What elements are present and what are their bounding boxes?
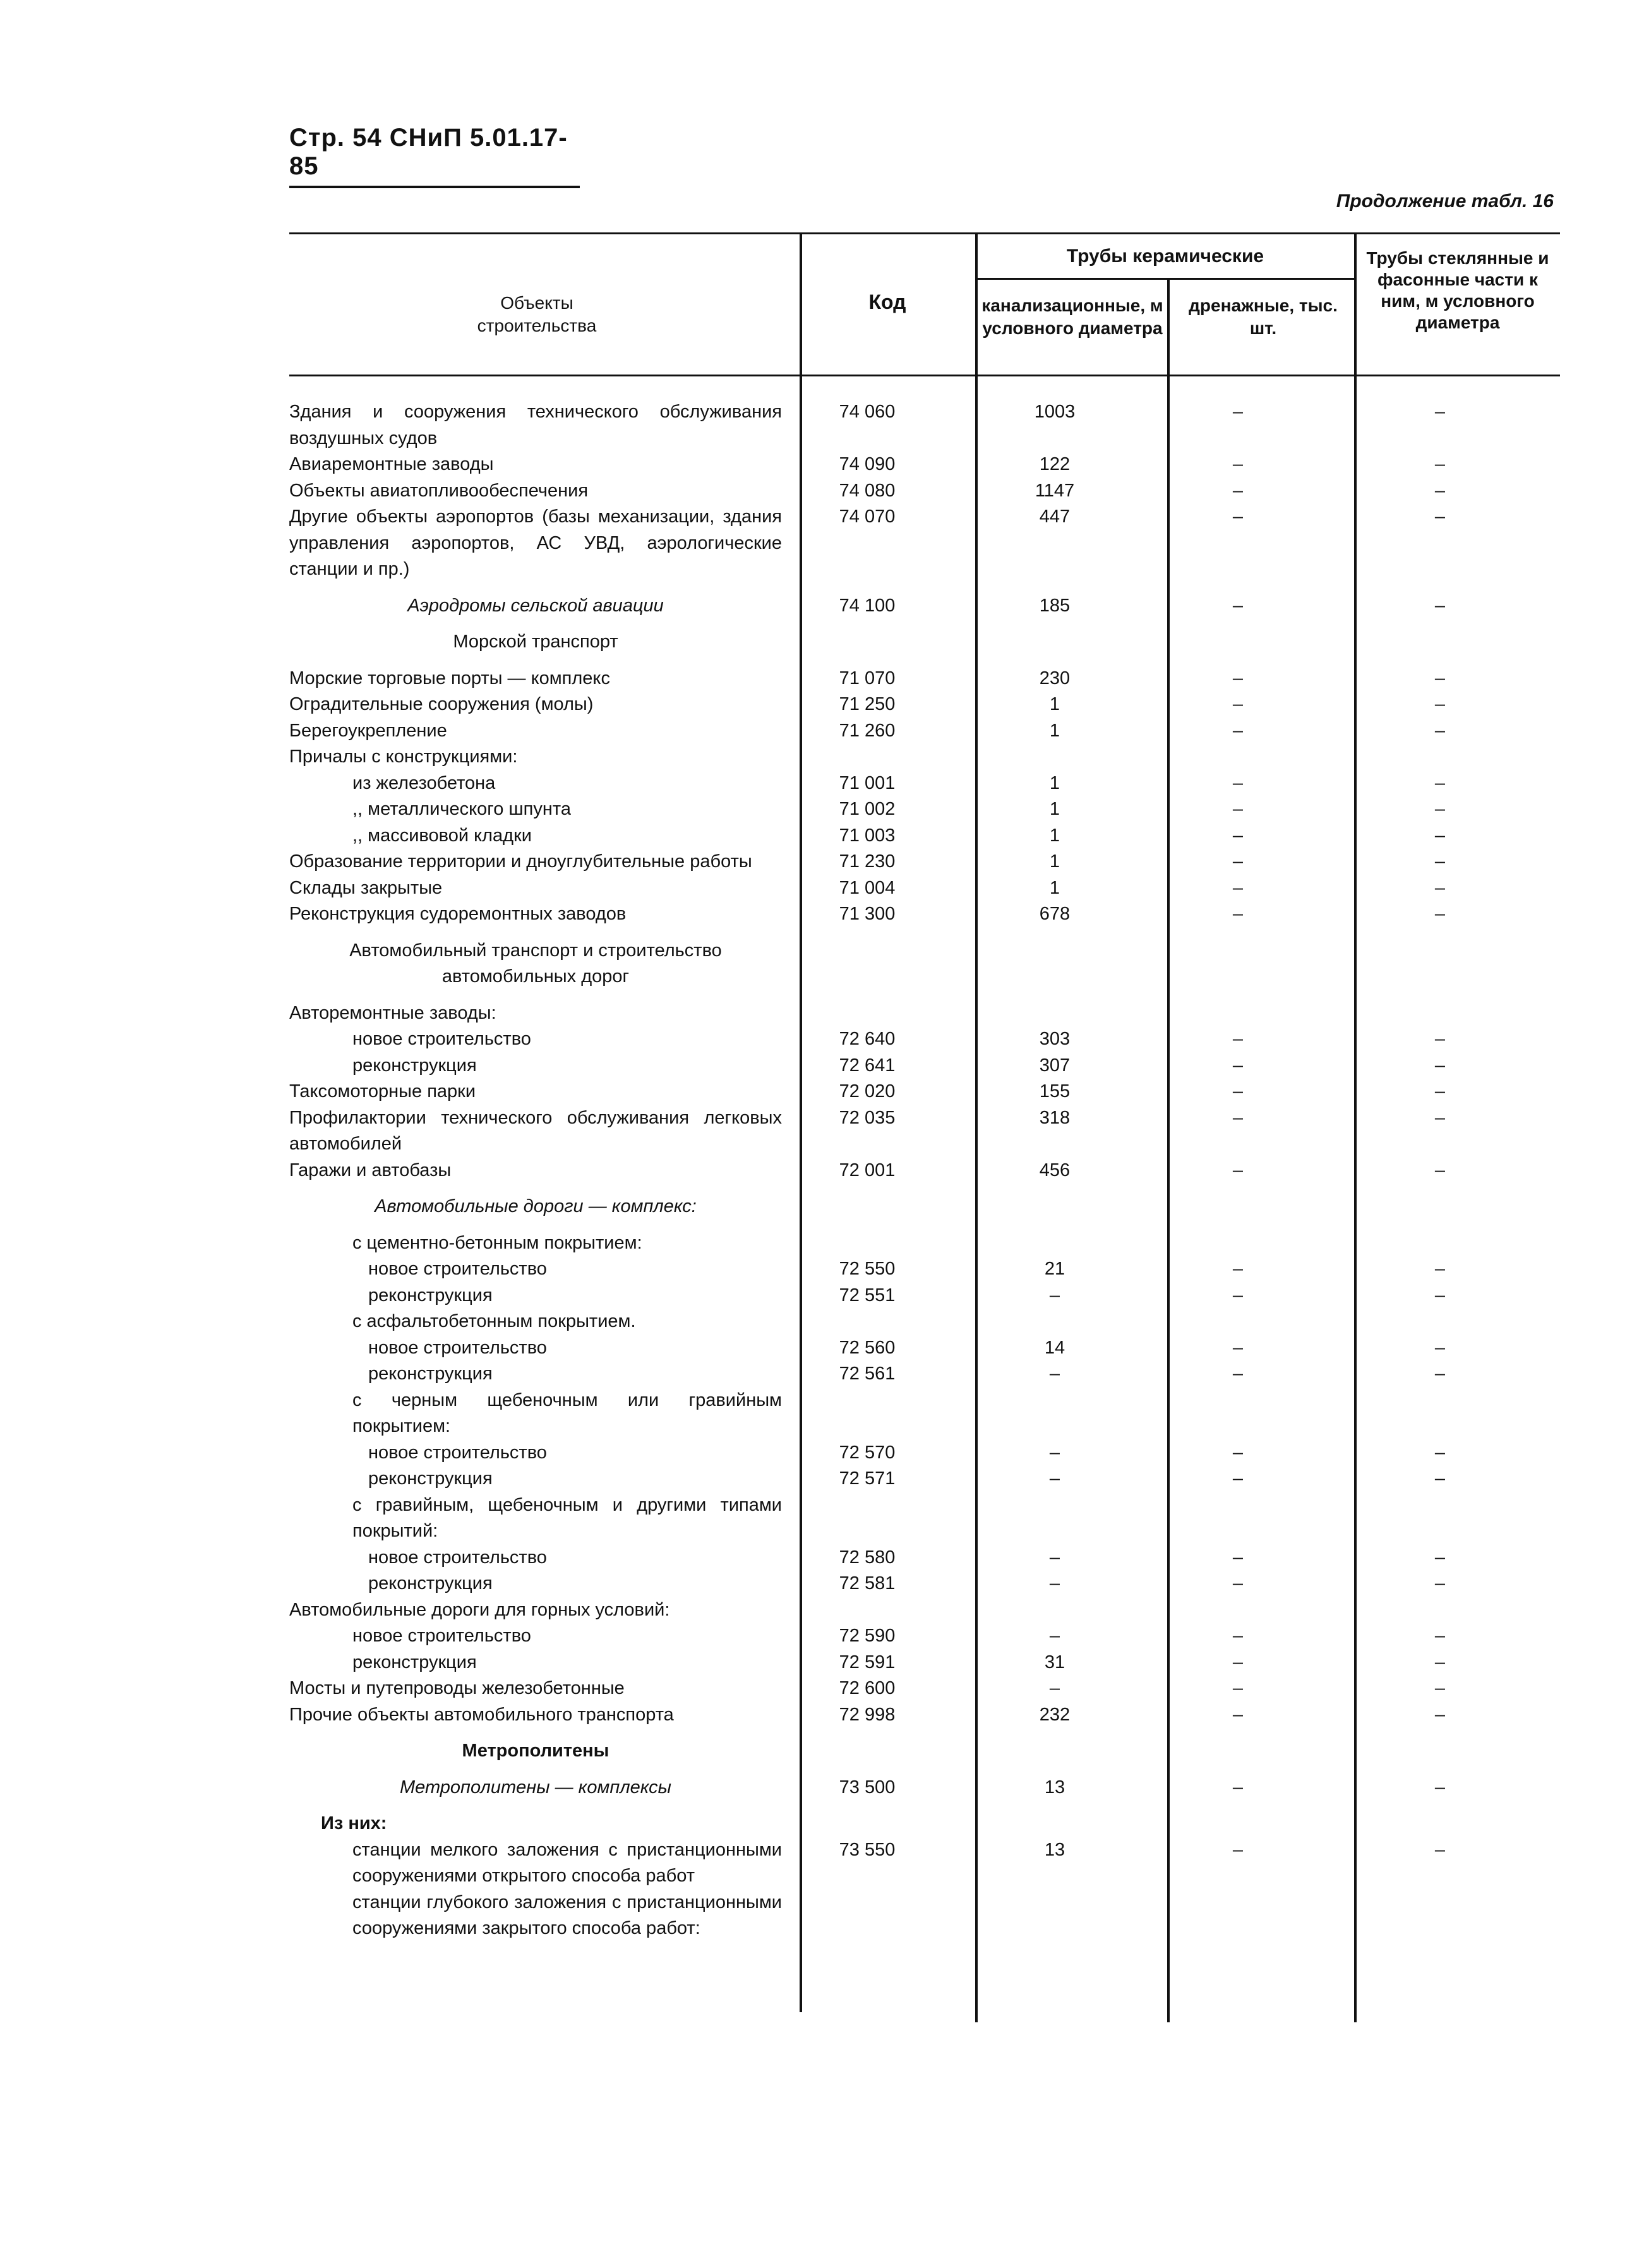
table-row [289, 666, 1560, 692]
row-glass-value: – [1434, 772, 1446, 793]
row-glass-value: – [1434, 402, 1446, 422]
row-sewer-value: – [1049, 1442, 1060, 1463]
row-object-name: Склады закрытые [289, 877, 443, 898]
table-row [289, 1194, 1560, 1220]
row-sewer-value: 13 [1044, 1777, 1065, 1797]
row-drain-value: – [1232, 825, 1244, 846]
row-sewer-value: 447 [1039, 507, 1071, 527]
row-object-name: Прочие объекты автомобильного транспорта [289, 1704, 674, 1725]
row-code: 71 300 [839, 904, 896, 924]
row-object-name: Мосты и путепроводы железобетонные [289, 1678, 625, 1698]
row-drain-value: – [1232, 877, 1244, 898]
row-glass-value: – [1434, 1777, 1446, 1797]
table-row [289, 1256, 1560, 1283]
page-reference: Стр. 54 СНиП 5.01.17-85 [289, 124, 580, 188]
table-continuation-label: Продолжение табл. 16 [1336, 191, 1554, 212]
row-drain-value: – [1232, 720, 1244, 741]
row-object-name: реконструкция [352, 1652, 477, 1672]
row-object-name: Другие объекты аэропортов (базы механизации, здания управления аэропортов, АС УВД, аэрологические станции и пр.) [289, 507, 782, 579]
row-glass-value: – [1434, 1704, 1446, 1725]
row-glass-value: – [1434, 668, 1446, 688]
row-sewer-value: 14 [1044, 1337, 1065, 1358]
row-sewer-value: – [1049, 1573, 1060, 1593]
row-sewer-value: 31 [1044, 1652, 1065, 1672]
row-object-name: Из них: [321, 1813, 387, 1833]
row-code: 74 080 [839, 480, 896, 501]
table-row [289, 1283, 1560, 1309]
row-sewer-value: 230 [1039, 668, 1071, 688]
table-row [289, 1571, 1560, 1597]
table-row [289, 399, 1560, 452]
row-object-name: ,, металлического шпунта [352, 799, 571, 819]
table-row [289, 478, 1560, 505]
row-code: 72 641 [839, 1055, 896, 1076]
row-object-name: Авиаремонтные заводы [289, 454, 494, 474]
row-code: 73 550 [839, 1839, 896, 1860]
row-glass-value: – [1434, 1468, 1446, 1489]
row-object-name: из железобетона [352, 772, 496, 793]
row-glass-value: – [1434, 877, 1446, 898]
column-header-sewer: канализационные, м условного диаметра [981, 296, 1163, 338]
row-glass-value: – [1434, 1081, 1446, 1101]
row-object-name: станции мелкого заложения с пристанционными сооружениями открытого способа работ [352, 1839, 782, 1886]
row-sewer-value: 1 [1049, 851, 1060, 872]
row-object-name: Объекты авиатопливообеспечения [289, 480, 589, 501]
row-object-name: станции глубокого заложения с пристанционными сооружениями закрытого способа работ: [352, 1892, 782, 1938]
row-drain-value: – [1232, 694, 1244, 714]
row-drain-value: – [1232, 851, 1244, 872]
row-object-name: с гравийным, щебеночным и другими типами покрытий: [352, 1494, 782, 1541]
row-glass-value: – [1434, 851, 1446, 872]
row-object-name: реконструкция [368, 1364, 493, 1384]
table-row [289, 1361, 1560, 1388]
row-object-name: Профилактории технического обслуживания легковых автомобилей [289, 1107, 782, 1154]
row-drain-value: – [1232, 1573, 1244, 1593]
table-row [289, 1650, 1560, 1676]
row-object-name: Реконструкция судоремонтных заводов [289, 904, 627, 924]
row-glass-value: – [1434, 1337, 1446, 1358]
row-object-name: с цементно-бетонным покрытием: [352, 1232, 642, 1253]
row-glass-value: – [1434, 1652, 1446, 1672]
row-object-name: новое строительство [352, 1626, 531, 1646]
row-object-name: новое строительство [368, 1547, 547, 1568]
row-object-name: Берегоукрепление [289, 720, 447, 741]
table-row [289, 901, 1560, 928]
row-object-name: Образование территории и дноуглубительные работы [289, 851, 752, 872]
row-object-name: реконструкция [352, 1055, 477, 1076]
row-drain-value: – [1232, 1626, 1244, 1646]
table-row [289, 504, 1560, 583]
row-object-name: Метрополитены — комплексы [399, 1777, 672, 1797]
row-code: 72 550 [839, 1259, 896, 1279]
row-glass-value: – [1434, 1160, 1446, 1180]
table-row [289, 1545, 1560, 1571]
table-row [289, 1597, 1560, 1624]
table-row [289, 938, 1560, 990]
table-row [289, 1837, 1560, 1890]
row-code: 74 070 [839, 507, 896, 527]
table-row [289, 1105, 1560, 1158]
row-drain-value: – [1232, 1055, 1244, 1076]
row-sewer-value: 21 [1044, 1259, 1065, 1279]
table-row [289, 744, 1560, 771]
table-row [289, 718, 1560, 745]
row-drain-value: – [1232, 904, 1244, 924]
table-row [289, 1388, 1560, 1440]
row-glass-value: – [1434, 1547, 1446, 1568]
row-code: 72 600 [839, 1678, 896, 1698]
table-row [289, 1079, 1560, 1105]
row-sewer-value: 1 [1049, 694, 1060, 714]
table-row [289, 1702, 1560, 1729]
row-glass-value: – [1434, 694, 1446, 714]
row-sewer-value: 456 [1039, 1160, 1071, 1180]
row-sewer-value: 303 [1039, 1029, 1071, 1049]
row-code: 71 003 [839, 825, 896, 846]
row-sewer-value: – [1049, 1285, 1060, 1305]
column-header-drain: дренажные, тыс. шт. [1189, 296, 1338, 338]
table-row [289, 1309, 1560, 1335]
row-code: 72 560 [839, 1337, 896, 1358]
row-sewer-value: 318 [1039, 1107, 1071, 1128]
row-sewer-value: 1 [1049, 877, 1060, 898]
table-row [289, 1053, 1560, 1079]
row-object-name: реконструкция [368, 1285, 493, 1305]
row-sewer-value: 1 [1049, 799, 1060, 819]
row-object-name: реконструкция [368, 1468, 493, 1489]
row-code: 74 090 [839, 454, 896, 474]
row-code: 72 570 [839, 1442, 896, 1463]
row-glass-value: – [1434, 1442, 1446, 1463]
table-row [289, 771, 1560, 797]
row-code: 72 590 [839, 1626, 896, 1646]
row-object-name: Оградительные сооружения (молы) [289, 694, 594, 714]
row-sewer-value: – [1049, 1547, 1060, 1568]
row-drain-value: – [1232, 595, 1244, 616]
row-object-name: Автомобильные дороги для горных условий: [289, 1599, 670, 1620]
row-object-name: реконструкция [368, 1573, 493, 1593]
row-drain-value: – [1232, 1107, 1244, 1128]
table-row [289, 1492, 1560, 1545]
table-row [289, 1000, 1560, 1027]
row-sewer-value: 13 [1044, 1839, 1065, 1860]
row-glass-value: – [1434, 595, 1446, 616]
row-code: 71 260 [839, 720, 896, 741]
row-drain-value: – [1232, 1468, 1244, 1489]
row-code: 71 001 [839, 772, 896, 793]
row-sewer-value: 1003 [1034, 402, 1076, 422]
row-sewer-value: 232 [1039, 1704, 1071, 1725]
row-sewer-value: 678 [1039, 904, 1071, 924]
row-object-name: новое строительство [368, 1259, 547, 1279]
row-code: 72 561 [839, 1364, 896, 1384]
row-drain-value: – [1232, 1547, 1244, 1568]
row-sewer-value: 155 [1039, 1081, 1071, 1101]
row-code: 71 230 [839, 851, 896, 872]
row-code: 72 591 [839, 1652, 896, 1672]
row-glass-value: – [1434, 799, 1446, 819]
row-glass-value: – [1434, 1107, 1446, 1128]
row-code: 74 060 [839, 402, 896, 422]
table-top-rule [289, 232, 1560, 234]
row-code: 72 640 [839, 1029, 896, 1049]
row-glass-value: – [1434, 507, 1446, 527]
row-code: 72 035 [839, 1107, 896, 1128]
row-drain-value: – [1232, 1081, 1244, 1101]
row-sewer-value: 1 [1049, 720, 1060, 741]
row-drain-value: – [1232, 402, 1244, 422]
row-drain-value: – [1232, 1364, 1244, 1384]
row-object-name: Морской транспорт [453, 632, 618, 652]
row-object-name: Гаражи и автобазы [289, 1160, 452, 1180]
row-sewer-value: 122 [1039, 454, 1071, 474]
row-drain-value: – [1232, 1285, 1244, 1305]
row-sewer-value: 185 [1039, 595, 1071, 616]
table-row [289, 1230, 1560, 1257]
table-row [289, 1890, 1560, 1942]
table-row [289, 593, 1560, 620]
row-sewer-value: – [1049, 1364, 1060, 1384]
row-sewer-value: – [1049, 1626, 1060, 1646]
row-glass-value: – [1434, 1029, 1446, 1049]
table-row [289, 1158, 1560, 1184]
row-object-name: новое строительство [368, 1337, 547, 1358]
row-glass-value: – [1434, 454, 1446, 474]
table-row [289, 452, 1560, 478]
row-drain-value: – [1232, 1160, 1244, 1180]
row-code: 72 998 [839, 1704, 896, 1725]
row-drain-value: – [1232, 1652, 1244, 1672]
row-glass-value: – [1434, 480, 1446, 501]
table-header-bottom-rule [289, 375, 1560, 376]
row-drain-value: – [1232, 1442, 1244, 1463]
table-row [289, 823, 1560, 849]
table-row [289, 1623, 1560, 1650]
row-object-name: Авторемонтные заводы: [289, 1002, 496, 1023]
table-row [289, 629, 1560, 656]
row-drain-value: – [1232, 1337, 1244, 1358]
row-code: 71 002 [839, 799, 896, 819]
row-object-name: Таксомоторные парки [289, 1081, 476, 1101]
row-code: 74 100 [839, 595, 896, 616]
row-object-name: Автомобильный транспорт и строительство автомобильных дорог [349, 940, 722, 987]
row-drain-value: – [1232, 1839, 1244, 1860]
row-code: 73 500 [839, 1777, 896, 1797]
row-code: 72 001 [839, 1160, 896, 1180]
row-glass-value: – [1434, 1259, 1446, 1279]
table-row [289, 1466, 1560, 1492]
row-code: 71 004 [839, 877, 896, 898]
table-row [289, 796, 1560, 823]
table-row [289, 1440, 1560, 1467]
row-sewer-value: 1147 [1035, 480, 1075, 501]
row-code: 72 551 [839, 1285, 896, 1305]
row-glass-value: – [1434, 1678, 1446, 1698]
row-sewer-value: 307 [1039, 1055, 1071, 1076]
table-row [289, 849, 1560, 875]
row-drain-value: – [1232, 1777, 1244, 1797]
row-drain-value: – [1232, 454, 1244, 474]
row-object-name: новое строительство [352, 1029, 531, 1049]
row-object-name: Здания и сооружения технического обслуживания воздушных судов [289, 402, 782, 448]
row-object-name: ,, массивовой кладки [352, 825, 532, 846]
row-drain-value: – [1232, 1259, 1244, 1279]
row-glass-value: – [1434, 1285, 1446, 1305]
row-drain-value: – [1232, 1678, 1244, 1698]
row-glass-value: – [1434, 720, 1446, 741]
row-sewer-value: 1 [1049, 825, 1060, 846]
row-object-name: с черным щебеночным или гравийным покрытием: [352, 1389, 782, 1436]
row-code: 72 580 [839, 1547, 896, 1568]
row-drain-value: – [1232, 772, 1244, 793]
row-glass-value: – [1434, 1055, 1446, 1076]
row-glass-value: – [1434, 904, 1446, 924]
row-code: 71 070 [839, 668, 896, 688]
row-code: 72 020 [839, 1081, 896, 1101]
row-glass-value: – [1434, 825, 1446, 846]
ceramic-group-rule [976, 278, 1355, 280]
table-row [289, 1026, 1560, 1053]
row-object-name: Метрополитены [462, 1741, 609, 1761]
column-header-code: Код [868, 291, 906, 313]
row-glass-value: – [1434, 1626, 1446, 1646]
row-object-name: Автомобильные дороги — комплекс: [375, 1196, 697, 1216]
row-object-name: Морские торговые порты — комплекс [289, 668, 610, 688]
row-object-name: новое строительство [368, 1442, 547, 1463]
row-code: 72 571 [839, 1468, 896, 1489]
row-glass-value: – [1434, 1573, 1446, 1593]
row-drain-value: – [1232, 1704, 1244, 1725]
table-row [289, 1676, 1560, 1702]
column-header-objects: Объекты строительства [477, 293, 597, 335]
table-row [289, 692, 1560, 718]
row-object-name: Аэродромы сельской авиации [407, 595, 664, 616]
table-row [289, 1335, 1560, 1362]
row-drain-value: – [1232, 799, 1244, 819]
row-sewer-value: – [1049, 1468, 1060, 1489]
row-sewer-value: – [1049, 1678, 1060, 1698]
column-header-ceramic-pipes: Трубы керамические [1066, 246, 1264, 267]
row-glass-value: – [1434, 1839, 1446, 1860]
table-row [289, 1738, 1560, 1765]
table-row [289, 1811, 1560, 1837]
row-object-name: с асфальтобетонным покрытием. [352, 1311, 636, 1331]
row-code: 71 250 [839, 694, 896, 714]
column-header-glass-pipes: Трубы стеклянные и фасонные части к ним, м условного диаметра [1366, 248, 1549, 332]
row-object-name: Причалы с конструкциями: [289, 747, 518, 767]
table-body [289, 399, 1560, 1942]
row-drain-value: – [1232, 507, 1244, 527]
row-sewer-value: 1 [1049, 772, 1060, 793]
row-drain-value: – [1232, 668, 1244, 688]
table-row [289, 875, 1560, 902]
row-drain-value: – [1232, 1029, 1244, 1049]
row-drain-value: – [1232, 480, 1244, 501]
table-row [289, 1775, 1560, 1801]
row-code: 72 581 [839, 1573, 896, 1593]
row-glass-value: – [1434, 1364, 1446, 1384]
